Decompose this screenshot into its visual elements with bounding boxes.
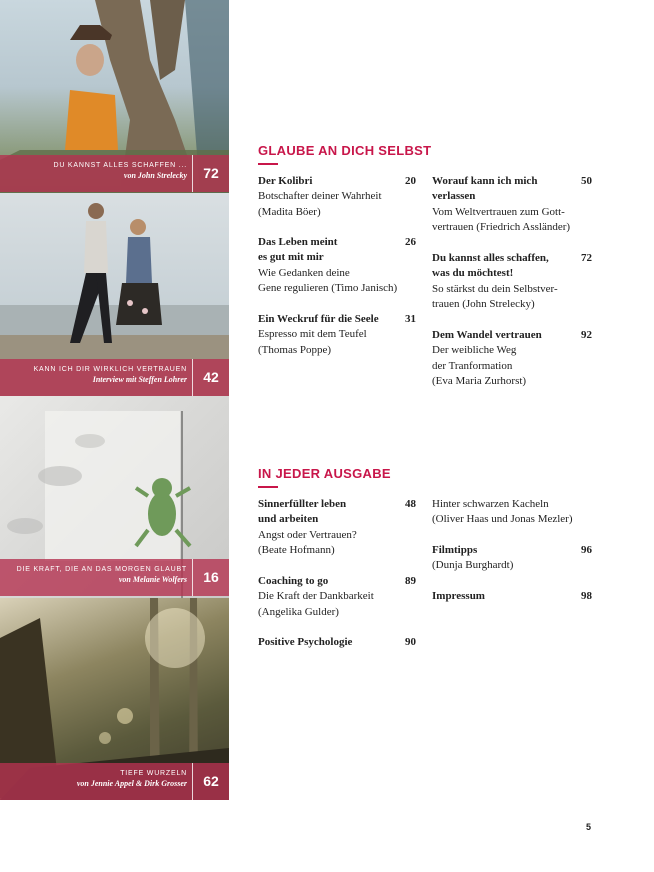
toc-entry[interactable] [258,312,416,358]
entry-page: 50 [581,175,592,187]
toc-entry[interactable] [432,251,592,312]
caption-band [0,359,229,396]
entry-title: Du kannst alles schaffen, [432,252,549,264]
entry-subtitle: Hinter schwarzen Kacheln [432,498,549,510]
photo-panel-forest-roots[interactable] [0,598,229,800]
caption-author: Interview mit Steffen Lohrer [92,375,187,384]
caption-page-number: 42 [192,359,229,396]
entry-subtitle: Botschafter deiner Wahrheit [258,190,382,203]
entry-title-cont: es gut mit mir [258,251,324,264]
section-underline [258,163,278,165]
entry-subtitle: Der weibliche Weg [432,344,517,357]
toc-entry[interactable] [432,589,592,604]
entry-author: vertrauen (Friedrich Assländer) [432,220,571,233]
sidebar-photo-strip [0,0,229,800]
entry-page: 31 [405,313,416,325]
entry-subtitle: Vom Weltvertrauen zum Gott- [432,205,565,218]
entry-title: Coaching to go [258,575,329,587]
caption-author: von John Strelecky [123,171,187,180]
photo-panel-tree-climber[interactable] [0,0,229,193]
entry-page: 26 [405,236,416,248]
toc-entry[interactable] [258,174,416,220]
caption-title: DU KANNST ALLES SCHAFFEN ... [53,162,187,169]
entry-page: 72 [581,252,592,264]
entry-author: Gene regulieren (Timo Janisch) [258,281,398,294]
page-number: 5 [586,822,592,832]
entry-subtitle: Angst oder Vertrauen? [258,528,357,541]
caption-title: KANN ICH DIR WIRKLICH VERTRAUEN [33,366,187,373]
toc-entry[interactable] [258,635,416,650]
toc-entry[interactable] [258,497,416,558]
entry-title-cont: was du möchtest! [432,267,514,280]
caption-page-number: 16 [192,559,229,596]
caption-page-number: 72 [192,155,229,192]
entry-page: 20 [405,175,416,187]
entry-title: Das Leben meint [258,236,338,248]
entry-page: 92 [581,329,592,341]
entry-page: 48 [405,498,416,510]
caption-band [0,155,229,192]
entry-page: 98 [581,590,592,602]
entry-subtitle-cont: der Tranformation [432,359,513,372]
entry-title: Der Kolibri [258,175,313,187]
toc-entry[interactable] [432,328,592,389]
caption-page-number: 62 [192,763,229,800]
entry-author: (Dunja Burghardt) [432,559,514,572]
caption-band [0,559,229,596]
entry-title-cont: und arbeiten [258,513,319,526]
entry-title: Sinnerfüllter leben [258,498,347,510]
entry-title: Filmtipps [432,544,478,556]
entry-subtitle: So stärkst du dein Selbstver- [432,282,558,295]
entry-author: trauen (John Strelecky) [432,297,535,310]
toc-entry[interactable] [432,174,592,235]
entry-title-cont: verlassen [432,190,476,203]
entry-page: 89 [405,575,416,587]
entry-subtitle: Wie Gedanken deine [258,266,350,279]
entry-author: (Madita Böer) [258,205,321,218]
entry-subtitle: Die Kraft der Dankbarkeit [258,590,374,603]
toc-entry[interactable] [258,235,416,296]
entry-author: (Angelika Gulder) [258,605,339,618]
photo-panel-frog[interactable] [0,396,229,598]
entry-title: Worauf kann ich mich [432,175,538,187]
caption-title: DIE KRAFT, DIE AN DAS MORGEN GLAUBT [16,566,187,573]
caption-title: TIEFE WURZELN [120,770,187,777]
entry-title: Impressum [432,590,485,602]
section-underline [258,486,278,488]
caption-author: von Jennie Appel & Dirk Grosser [76,779,187,788]
entry-title: Positive Psychologie [258,636,353,648]
toc-entry[interactable] [432,543,592,574]
entry-author: (Eva Maria Zurhorst) [432,374,527,387]
entry-subtitle: Espresso mit dem Teufel [258,328,367,341]
entry-page: 90 [405,636,416,648]
section-title-glaube: GLAUBE AN DICH SELBST [258,143,432,158]
toc-entry[interactable] [258,574,416,620]
caption-band [0,763,229,800]
entry-author: (Oliver Haas und Jonas Mezler) [432,513,573,526]
section-title-ausgabe: IN JEDER AUSGABE [258,466,391,481]
photo-panel-couple-dancing[interactable] [0,193,229,396]
entry-author: (Thomas Poppe) [258,343,332,356]
entry-page: 96 [581,544,592,556]
caption-author: von Melanie Wolfers [118,575,187,584]
toc-entry[interactable] [432,497,592,528]
entry-title: Dem Wandel vertrauen [432,329,542,341]
entry-title: Ein Weckruf für die Seele [258,313,379,325]
entry-author: (Beate Hofmann) [258,543,335,556]
